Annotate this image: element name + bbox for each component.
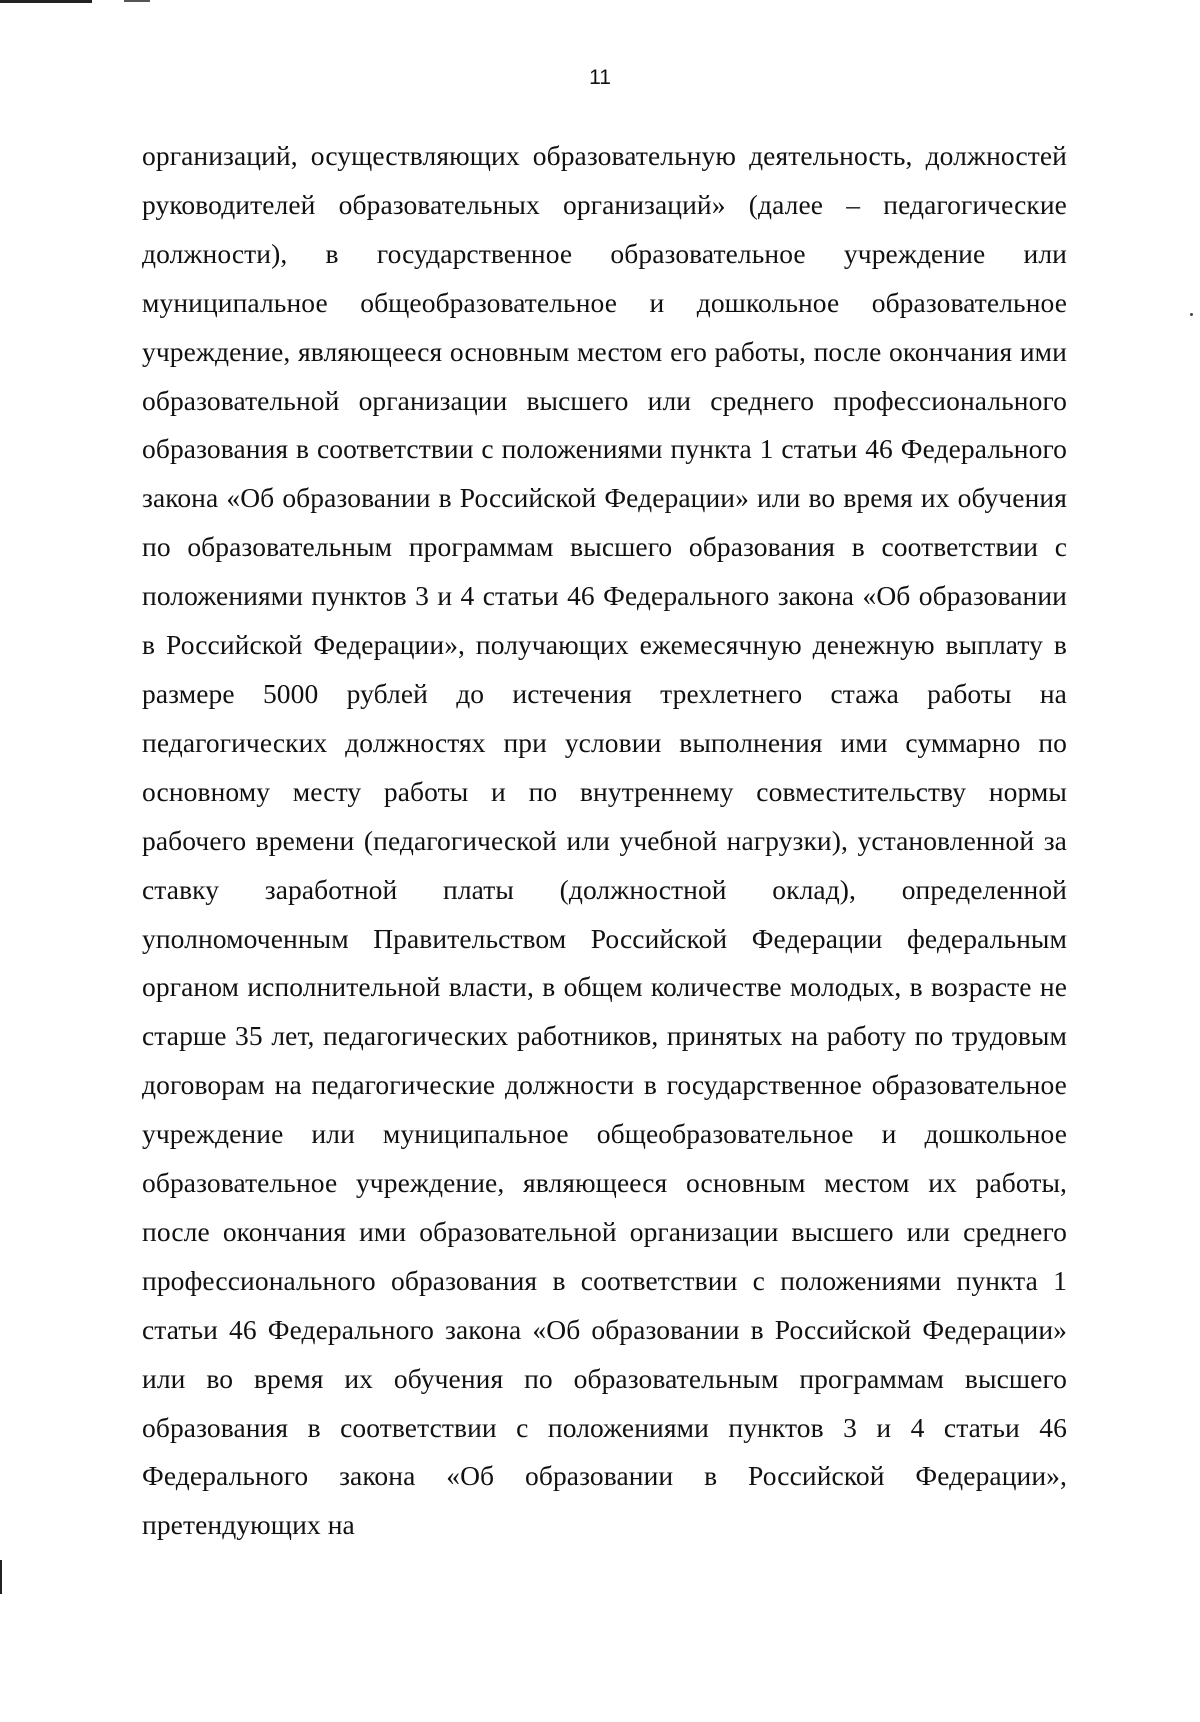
scan-edge-mark	[0, 1560, 2, 1594]
body-paragraph: организаций, осуществляющих образовательную деятельность, должностей руководителей образовательных организаций» (далее – педагогические должности), в государственное образовательное учреждение или муниципальное общеобразовательное и дошкольное образовательное учреждение, являющееся основным местом его работы, после окончания ими образовательной организации высшего или среднего профессионального образования в соответствии с положениями пункта 1 статьи 46 Федерального закона «Об образовании в Российской Федерации» или во время их обучения по образовательным программам высшего образования в соответствии с положениями пунктов 3 и 4 статьи 46 Федерального закона «Об образовании в Российской Федерации», получающих ежемесячную денежную выплату в размере 5000 рублей до истечения трехлетнего стажа работы на педагогических должностях при условии выполнения ими суммарно по основному месту работы и по внутреннему совместительству нормы рабочего времени (педагогической или учебной нагрузки), установленной за ставку заработной платы (должностной оклад), определенной уполномоченным Правительством Российской Федерации федеральным органом исполнительной власти, в общем количестве молодых, в возрасте не старше 35 лет, педагогических работников, принятых на работу по трудовым договорам на педагогические должности в государственное образовательное учреждение или муниципальное общеобразовательное и дошкольное образовательное учреждение, являющееся основным местом их работы, после окончания ими образовательной организации высшего или среднего профессионального образования в соответствии с положениями пункта 1 статьи 46 Федерального закона «Об образовании в Российской Федерации» или во время их обучения по образовательным программам высшего образования в соответствии с положениями пунктов 3 и 4 статьи 46 Федерального закона «Об образовании в Российской Федерации», претендующих на	[142, 140, 1067, 1541]
scan-speck	[1190, 313, 1193, 316]
page-number: 11	[589, 66, 611, 89]
scan-edge-mark	[124, 0, 150, 2]
scan-edge-mark	[0, 0, 92, 3]
